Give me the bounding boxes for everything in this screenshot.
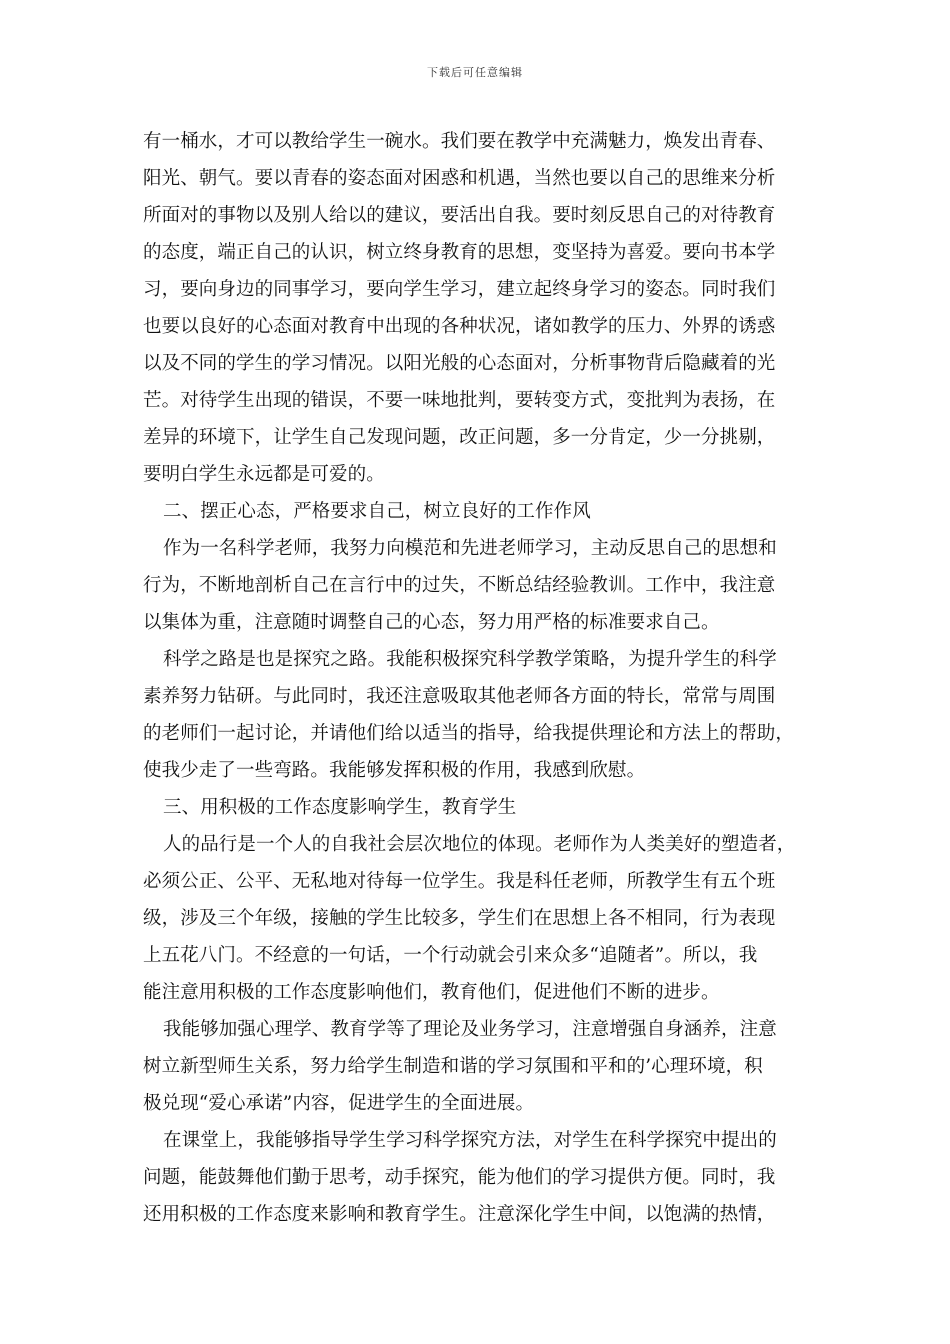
text-line: 问题，能鼓舞他们勤于思考，动手探究，能为他们的学习提供方便。同时，我 <box>143 1167 776 1188</box>
text-line: 在课堂上，我能够指导学生学习科学探究方法，对学生在科学探究中提出的 <box>163 1130 777 1151</box>
text-line: 科学之路是也是探究之路。我能积极探究科学教学策略，为提升学生的科学 <box>163 649 777 670</box>
page-header-note: 下载后可任意编辑 <box>427 66 523 79</box>
section-heading: 三、用积极的工作态度影响学生，教育学生 <box>163 797 517 818</box>
text-line: 所面对的事物以及别人给以的建议，要活出自我。要时刻反思自己的对待教育 <box>143 205 776 226</box>
text-line: 上五花八门。不经意的一句话，一个行动就会引来众多“追随者”。所以，我 <box>143 945 758 966</box>
text-line: 以及不同的学生的学习情况。以阳光般的心态面对，分析事物背后隐藏着的光 <box>143 353 776 374</box>
text-line: 素养努力钻研。与此同时，我还注意吸取其他老师各方面的特长，常常与周围 <box>143 686 776 707</box>
text-line: 以集体为重，注意随时调整自己的心态，努力用严格的标准要求自己。 <box>143 612 720 633</box>
text-line: 树立新型师生关系，努力给学生制造和谐的学习氛围和平和的’心理环境，积 <box>143 1056 763 1077</box>
text-line: 能注意用积极的工作态度影响他们，教育他们，促进他们不断的进步。 <box>143 982 720 1003</box>
text-line: 有一桶水，才可以教给学生一碗水。我们要在教学中充满魅力，焕发出青春、 <box>143 131 776 152</box>
text-line: 习，要向身边的同事学习，要向学生学习，建立起终身学习的姿态。同时我们 <box>143 279 776 300</box>
text-line: 差异的环境下，让学生自己发现问题，改正问题，多一分肯定，少一分挑剔， <box>143 427 776 448</box>
text-line: 行为，不断地剖析自己在言行中的过失，不断总结经验教训。工作中，我注意 <box>143 575 776 596</box>
section-heading: 二、摆正心态，严格要求自己，树立良好的工作作风 <box>163 501 591 522</box>
text-line: 极兑现“爱心承诺”内容，促进学生的全面进展。 <box>143 1093 535 1114</box>
text-line: 必须公正、公平、无私地对待每一位学生。我是科任老师，所教学生有五个班 <box>143 871 776 892</box>
text-line: 还用积极的工作态度来影响和教育学生。注意深化学生中间，以饱满的热情， <box>143 1204 776 1225</box>
document-body <box>143 123 809 1233</box>
text-line: 芒。对待学生出现的错误，不要一味地批判，要转变方式，变批判为表扬，在 <box>143 390 776 411</box>
text-line: 我能够加强心理学、教育学等了理论及业务学习，注意增强自身涵养，注意 <box>163 1019 777 1040</box>
text-line: 人的品行是一个人的自我社会层次地位的体现。老师作为人类美好的塑造者， <box>163 834 796 855</box>
text-line: 的态度，端正自己的认识，树立终身教育的思想，变坚持为喜爱。要向书本学 <box>143 242 776 263</box>
text-line: 要明白学生永远都是可爱的。 <box>143 464 385 485</box>
text-line: 级，涉及三个年级，接触的学生比较多，学生们在思想上各不相同，行为表现 <box>143 908 776 929</box>
text-line: 的老师们一起讨论，并请他们给以适当的指导，给我提供理论和方法上的帮助， <box>143 723 795 744</box>
text-line: 阳光、朝气。要以青春的姿态面对困惑和机遇，当然也要以自己的思维来分析 <box>143 168 776 189</box>
text-line: 使我少走了一些弯路。我能够发挥积极的作用，我感到欣慰。 <box>143 760 646 781</box>
text-line: 作为一名科学老师，我努力向模范和先进老师学习，主动反思自己的思想和 <box>163 538 777 559</box>
text-line: 也要以良好的心态面对教育中出现的各种状况，诸如教学的压力、外界的诱惑 <box>143 316 776 337</box>
